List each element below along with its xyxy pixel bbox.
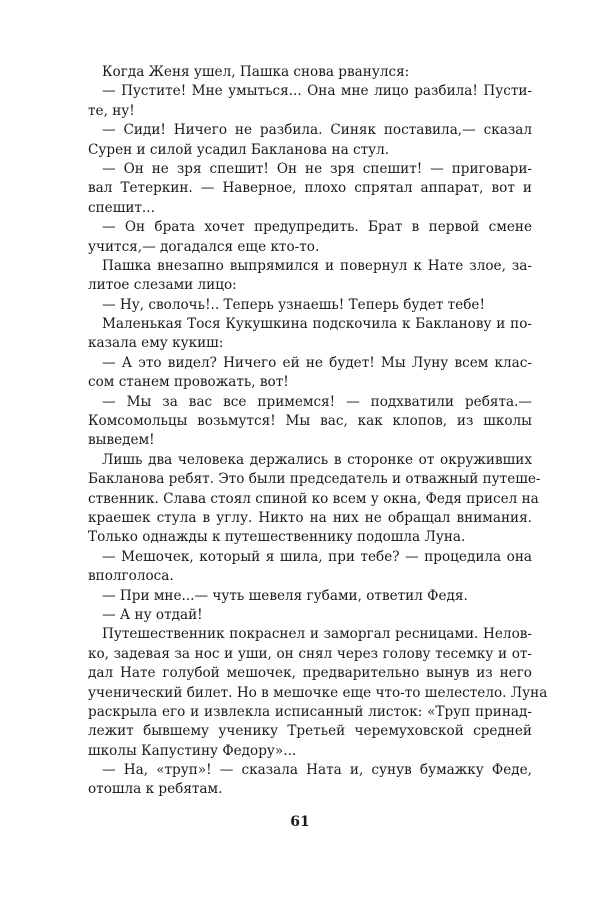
text-line: — Мешочек, который я шила, при тебе? — процедила она (102, 548, 532, 565)
text-line: ко, задевая за нос и уши, он снял через голову тесемку и от- (88, 645, 532, 662)
paragraph (88, 218, 532, 257)
text-line: — На, «труп»! — сказала Ната и, сунув бумажку Феде, (102, 762, 532, 779)
text-line: — Он брата хочет предупредить. Брат в первой смене (102, 219, 532, 236)
paragraph (88, 296, 532, 315)
text-line: Путешественник покраснел и заморгал ресницами. Нелов- (102, 626, 532, 643)
text-line: — Пустите! Мне умыться... Она мне лицо разбила! Пусти- (102, 83, 532, 100)
text-line: Когда Женя ушел, Пашка снова рванулся: (102, 64, 410, 80)
text-line: — А это видел? Ничего ей не будет! Мы Луну всем клас- (102, 354, 532, 371)
text-line: — Мы за вас все примемся! — подхватили ребята.— (102, 393, 532, 410)
text-line: Только однажды к путешественнику подошла Луна. (88, 529, 466, 546)
text-line: дал Нате голубой мешочек, предварительно вынув из него (88, 665, 532, 682)
text-line: вал Тетеркин. — Наверное, плохо спрятал аппарат, вот и (88, 180, 532, 197)
page-number: 61 (290, 814, 310, 830)
text-line: литое слезами лицо: (88, 277, 237, 294)
text-line: учится,— догадался еще кто-то. (88, 238, 320, 255)
text-line: Маленькая Тося Кукушкина подскочила к Бакланову и по- (102, 316, 532, 333)
paragraph (88, 121, 532, 160)
text-line: Лишь два человека держались в сторонке от окруживших (102, 451, 532, 468)
text-line: отошла к ребятам. (88, 781, 223, 798)
text-line: Пашка внезапно выпрямился и повернул к Нате злое, за- (102, 257, 532, 274)
text-line: ученический билет. Но в мешочке еще что-то шелестело. Луна (88, 684, 548, 701)
text-line: спешит... (88, 199, 155, 216)
paragraph (88, 625, 548, 761)
paragraph (88, 451, 541, 548)
text-line: Комсомольцы возьмутся! Мы вас, как клопов, из школы (88, 413, 532, 430)
text-line: раскрыла его и извлекла исписанный листок: «Труп принад- (88, 703, 532, 720)
text-line: вполголоса. (88, 568, 174, 585)
text-line: сом станем провожать, вот! (88, 374, 289, 391)
text-line: лежит бывшему ученику Третьей черемуховской средней (88, 723, 532, 740)
page-body (88, 63, 548, 800)
text-line: те, ну! (88, 102, 135, 119)
paragraph (88, 63, 532, 82)
text-line: школы Капустину Федору»... (88, 742, 297, 759)
paragraph (88, 257, 532, 296)
text-line: — Он не зря спешит! Он не зря спешит! — приговари- (102, 160, 532, 177)
text-line: казала ему кукиш: (88, 335, 224, 352)
text-line: краешек стула в углу. Никто на них не обращал внимания. (88, 509, 532, 526)
text-line: Сурен и силой усадил Бакланова на стул. (88, 141, 390, 158)
paragraph (88, 160, 532, 218)
paragraph (88, 548, 532, 587)
text-line: — Ну, сволочь!.. Теперь узнаешь! Теперь будет тебе! (102, 296, 485, 313)
text-line: — Сиди! Ничего не разбила. Синяк поставила,— сказал (102, 122, 532, 139)
paragraph (88, 761, 532, 800)
text-line: Бакланова ребят. Это были председатель и отважный путеше- (88, 471, 541, 488)
text-line: — А ну отдай! (102, 606, 203, 623)
paragraph (88, 354, 532, 393)
paragraph (88, 587, 532, 606)
text-line: выведем! (88, 432, 155, 449)
text-line: ственник. Слава стоял спиной ко всем у окна, Федя присел на (88, 490, 539, 507)
paragraph (88, 82, 532, 121)
text-line: — При мне...— чуть шевеля губами, ответил Федя. (102, 587, 468, 604)
paragraph (88, 315, 532, 354)
paragraph (88, 393, 532, 451)
paragraph (88, 606, 532, 625)
